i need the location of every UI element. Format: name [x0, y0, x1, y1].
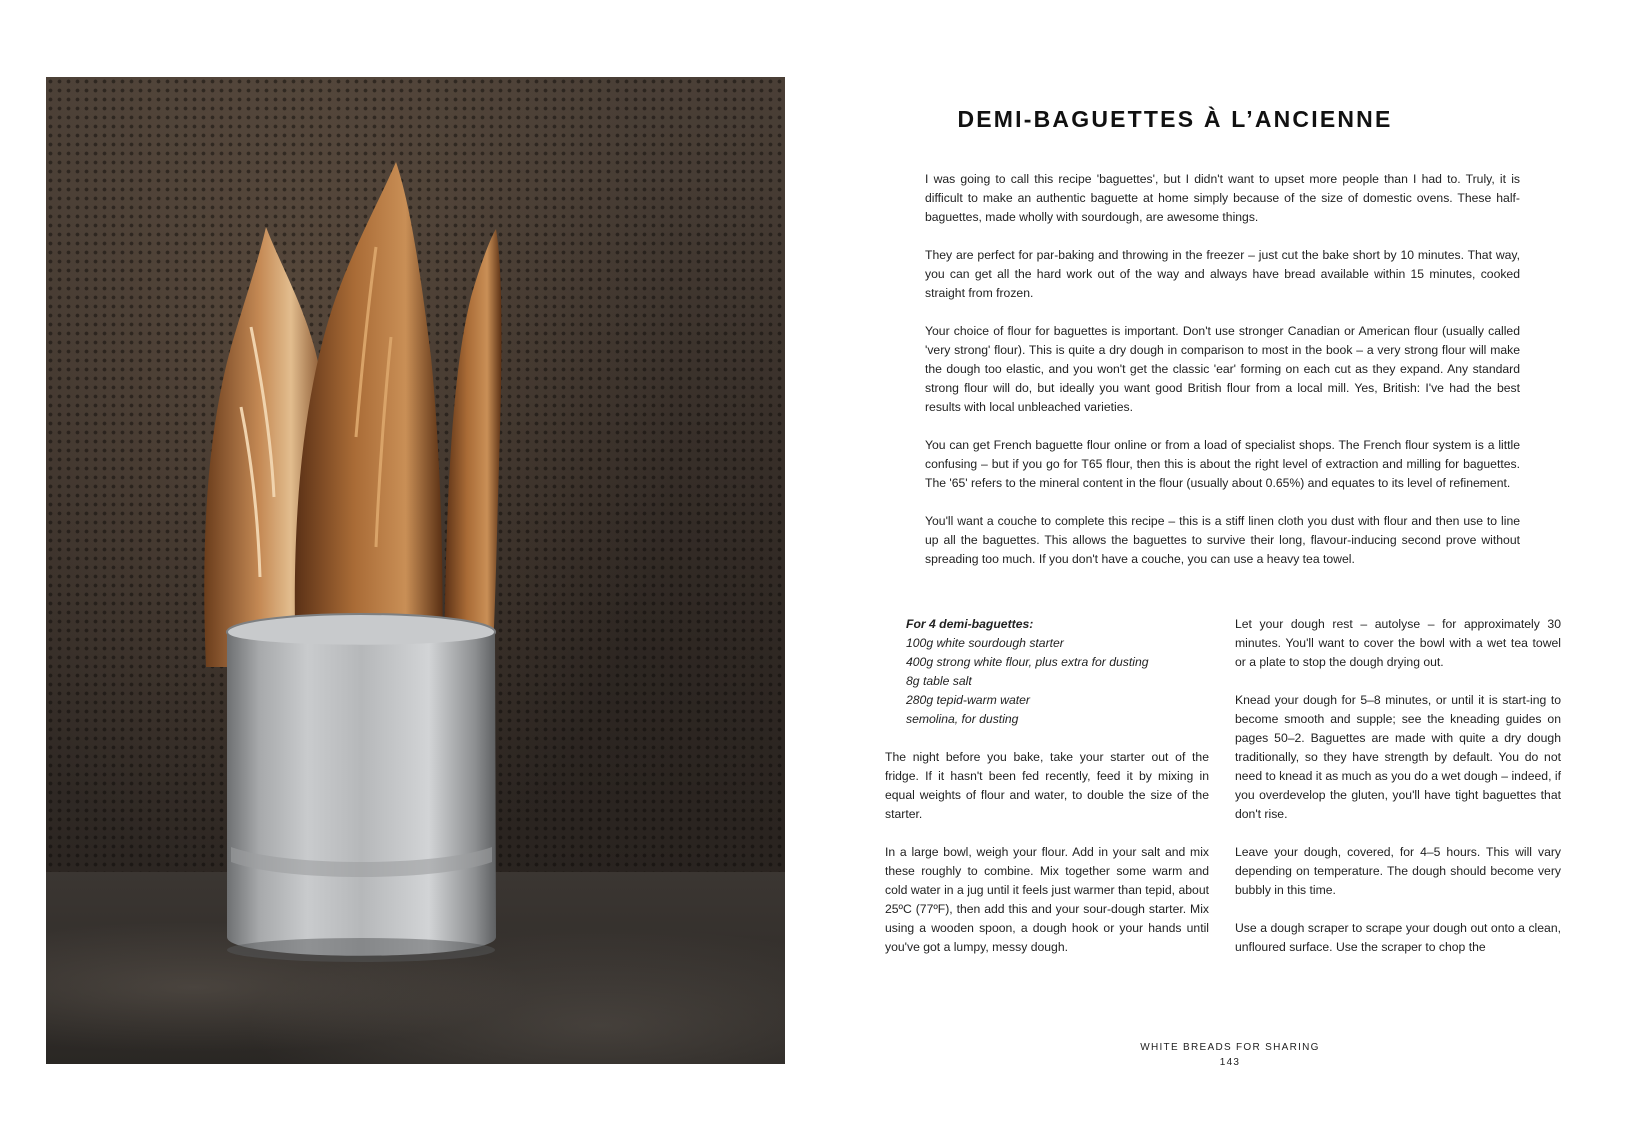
intro-paragraph: I was going to call this recipe 'baguettes', but I didn't want to upset more people than I had to. Truly, it is difficult to make an authentic baguette at home simply because of the size of domestic ovens. These half-baguettes, made wholly with sourdough, are awesome things.: [925, 172, 1520, 224]
section-name: WHITE BREADS FOR SHARING: [1140, 1042, 1320, 1053]
method-step: The night before you bake, take your starter out of the fridge. If it hasn't been fed recently, feed it by mixing in equal weights of flour and water, to double the size of the starter.: [885, 750, 1209, 821]
method-column-right: [1235, 615, 1561, 976]
intro-paragraph: Your choice of flour for baguettes is important. Don't use stronger Canadian or American flour (usually called 'very strong' flour). This is quite a dry dough in comparison to most in the book – a very strong flour will make the dough too elastic, and you won't get the classic 'ear' forming on each cut as they expand. Any standard strong flour will do, but ideally you want good British flour from a local mill. Yes, British: I've had the best results with local unbleached varieties.: [925, 324, 1520, 414]
intro-paragraph: You'll want a couche to complete this recipe – this is a stiff linen cloth you dust with flour and then use to line up all the baguettes. This allows the baguettes to survive their long, flavour-inducing second prove without spreading too much. If you don't have a couche, you can use a heavy tea towel.: [925, 514, 1520, 566]
recipe-title: DEMI-BAGUETTES À L’ANCIENNE: [957, 106, 1393, 132]
method-step: Knead your dough for 5–8 minutes, or until it is start-ing to become smooth and supple; see the kneading guides on pages 50–2. Baguettes are made with quite a dry dough traditionally, so they have strength by default. You do not need to knead it as much as you do a wet dough – indeed, if you overdevelop the gluten, you'll have tight baguettes that don't rise.: [1235, 693, 1561, 821]
intro-paragraph: They are perfect for par-baking and throwing in the freezer – just cut the bake short by 10 minutes. That way, you can get all the hard work out of the way and always have bread available within 15 minutes, cooked straight from frozen.: [925, 248, 1520, 300]
intro-paragraph: You can get French baguette flour online or from a load of specialist shops. The French flour system is a little confusing – but if you go for T65 flour, then this is about the right level of extraction and milling for baguettes. The '65' refers to the mineral content in the flour (usually about 0.65%) and equates to its level of refinement.: [925, 438, 1520, 490]
recipe-intro: [925, 170, 1520, 588]
ingredient-item: 280g tepid-warm water: [906, 693, 1030, 707]
ingredients-heading: For 4 demi-baguettes:: [906, 617, 1034, 631]
method-step: Let your dough rest – autolyse – for approximately 30 minutes. You'll want to cover the bowl with a wet tea towel or a plate to stop the dough drying out.: [1235, 617, 1561, 669]
baguettes-in-tin-icon: [46, 77, 785, 1064]
method-column-left: [885, 615, 1209, 976]
ingredients-list: [906, 615, 1209, 729]
page-footer: [1080, 1040, 1380, 1070]
ingredient-item: semolina, for dusting: [906, 712, 1019, 726]
ingredient-item: 400g strong white flour, plus extra for dusting: [906, 655, 1149, 669]
method-step: Leave your dough, covered, for 4–5 hours. This will vary depending on temperature. The dough should become very bubbly in this time.: [1235, 845, 1561, 897]
baguettes-photo: [46, 77, 785, 1064]
ingredient-item: 8g table salt: [906, 674, 972, 688]
ingredient-item: 100g white sourdough starter: [906, 636, 1064, 650]
method-step: In a large bowl, weigh your flour. Add in your salt and mix these roughly to combine. Mix together some warm and cold water in a jug until it feels just warmer than tepid, about 25ºC (77ºF), then add this and your sour-dough starter. Mix using a wooden spoon, a dough hook or your hands until you've got a lumpy, messy dough.: [885, 845, 1209, 954]
page-number: 143: [1219, 1057, 1241, 1068]
method-step: Use a dough scraper to scrape your dough out onto a clean, unfloured surface. Use the scraper to chop the: [1235, 921, 1561, 954]
